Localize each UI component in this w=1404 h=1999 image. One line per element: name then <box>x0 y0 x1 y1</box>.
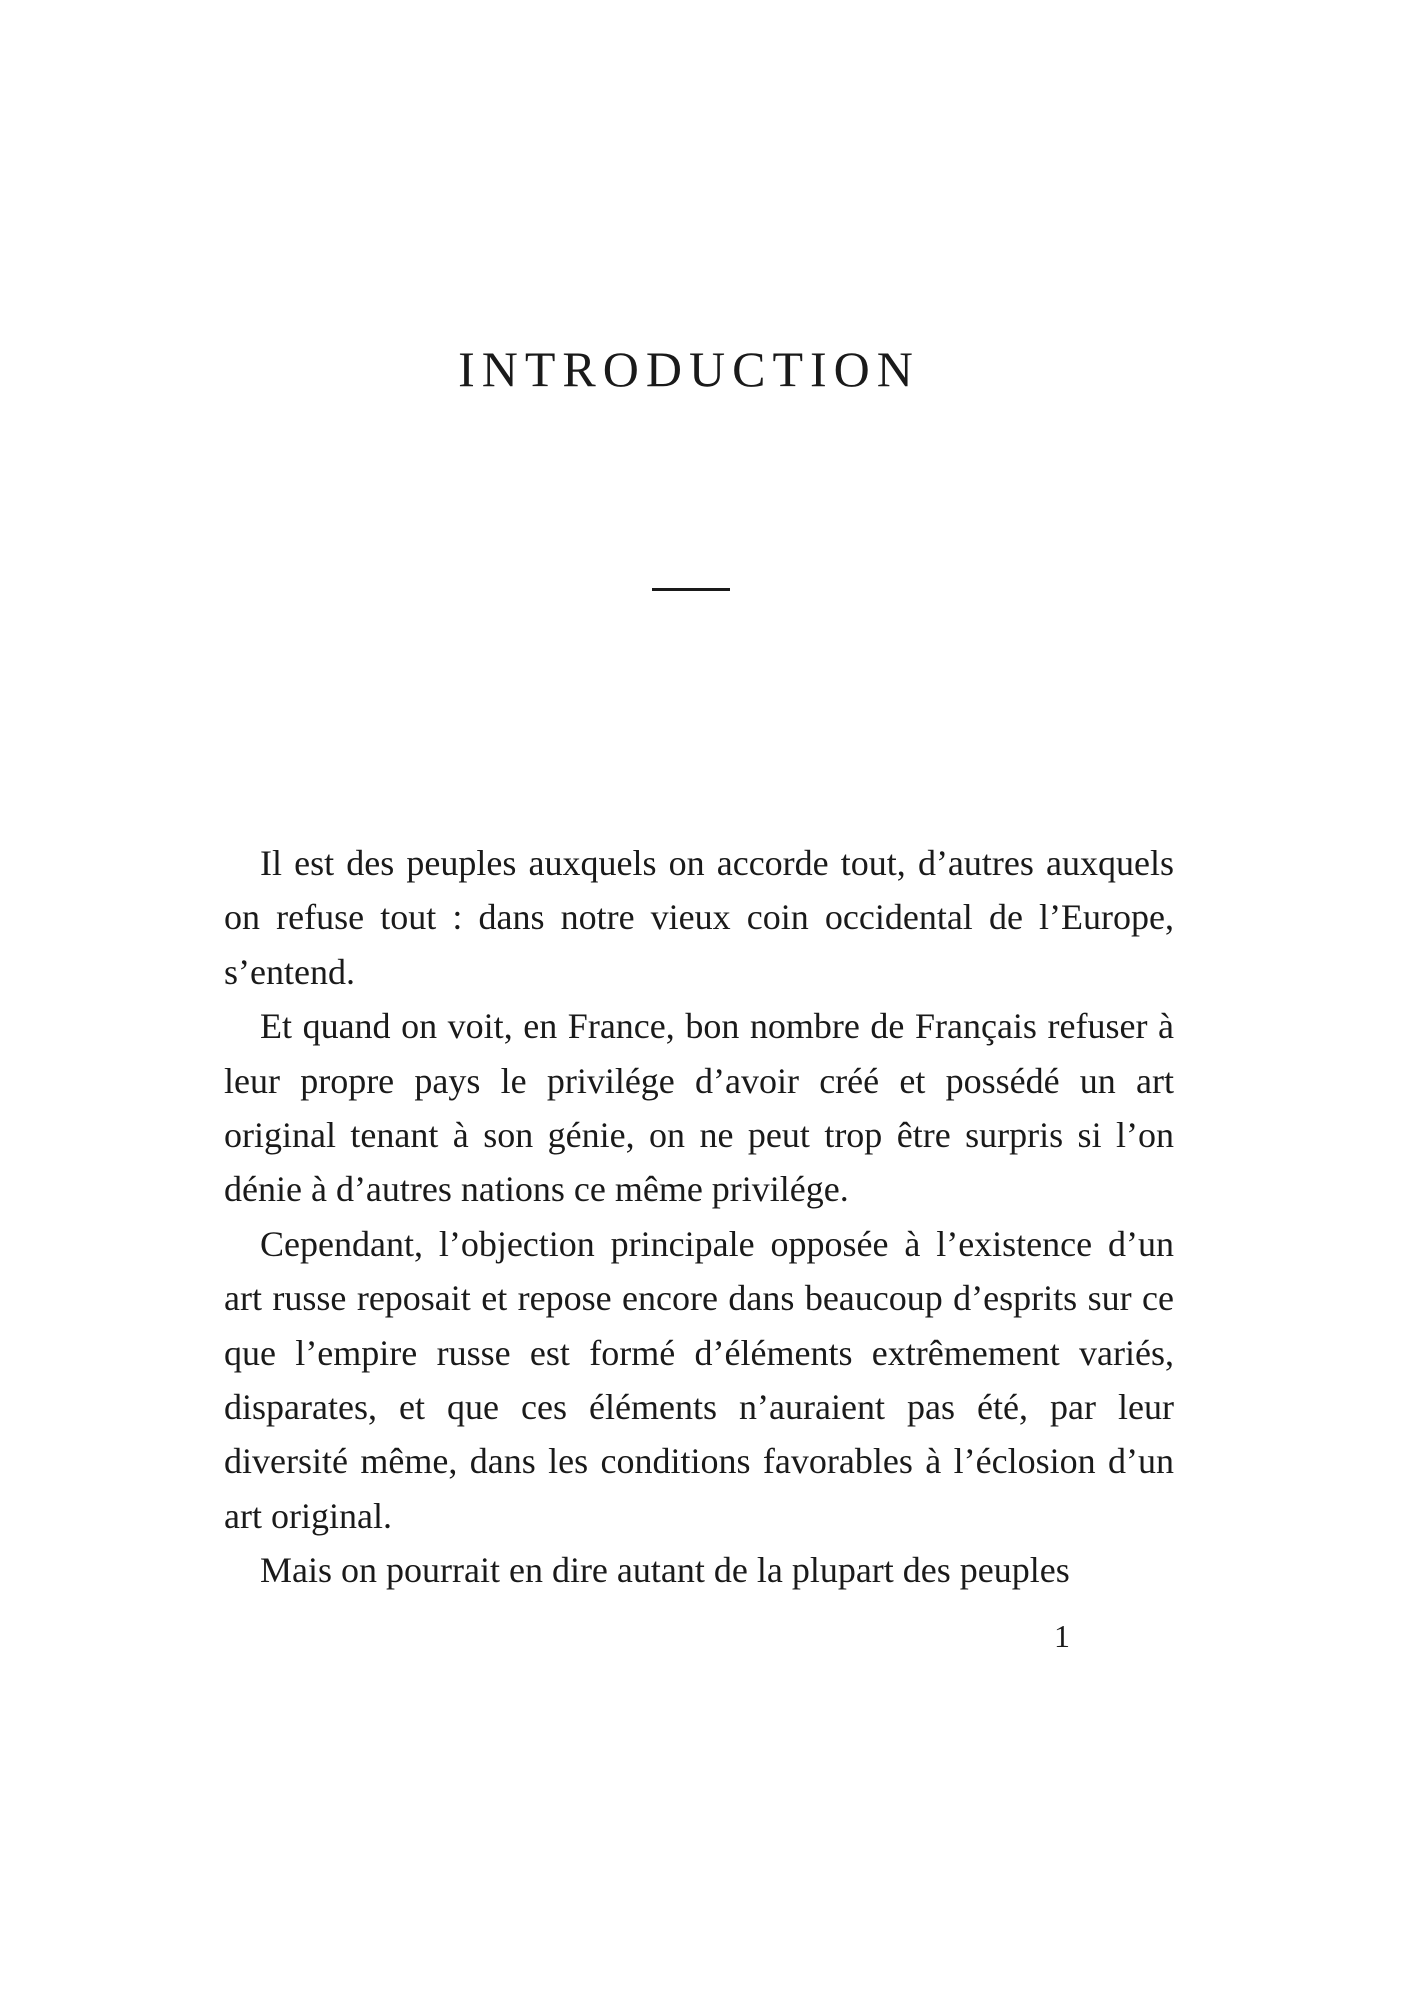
paragraph-4: Mais on pourrait en dire autant de la plupart des peuples <box>260 1550 1070 1591</box>
title-divider <box>652 588 730 591</box>
page-number: 1 <box>1054 1618 1070 1654</box>
paragraph-2: Et quand on voit, en France, bon nombre de Français refuser à leur propre pays le privilége d’avoir créé et possédé un art original tenant à son génie, on ne peut trop être surpris si l’on dénie à d’autres nations ce même privilége. <box>224 1006 1174 1210</box>
chapter-title: INTRODUCTION <box>458 341 920 397</box>
paragraph-1: Il est des peuples auxquels on accorde tout, d’autres auxquels on refuse tout : dans notre vieux coin occidental de l’Europe, s’entend. <box>224 843 1174 992</box>
body-text <box>224 836 1174 1598</box>
paragraph-3: Cependant, l’objection principale opposée à l’existence d’un art russe reposait et repose encore dans beaucoup d’esprits sur ce que l’empire russe est formé d’éléments extrêmement variés, disparates, et que ces éléments n’auraient pas été, par leur diversité même, dans les conditions favorables à l’éclosion d’un art original. <box>224 1223 1174 1536</box>
